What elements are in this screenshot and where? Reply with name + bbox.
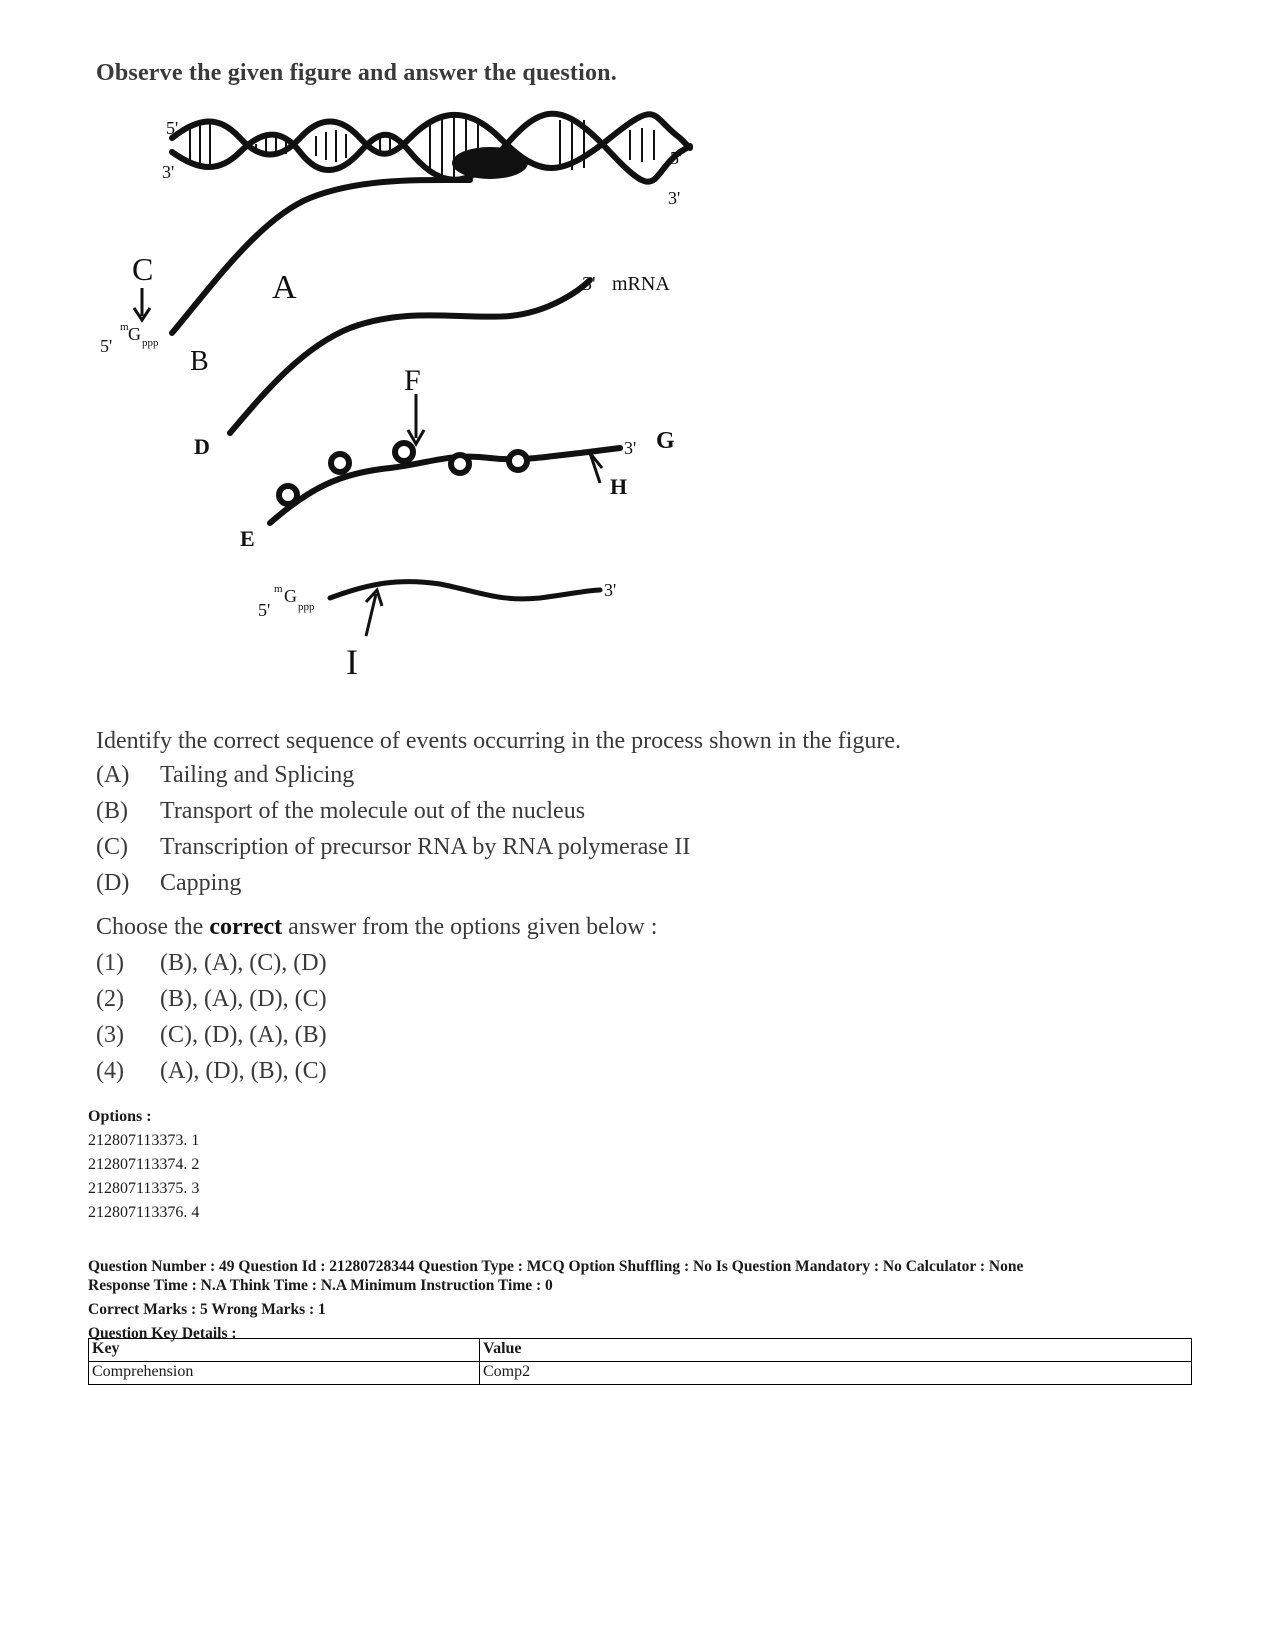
option-id-2: 212807113374. 2 — [88, 1156, 200, 1173]
spliced-mrna-strand — [270, 448, 620, 523]
label-m1: m — [120, 321, 129, 333]
row-value: Comp2 — [480, 1362, 1192, 1385]
marks-line: Correct Marks : 5 Wrong Marks : 1 — [88, 1301, 326, 1318]
label-H: H — [610, 474, 628, 499]
statement-text: Tailing and Splicing — [160, 762, 355, 788]
label-A: A — [272, 269, 297, 306]
key-details-heading: Question Key Details : — [88, 1325, 237, 1342]
row-key: Comprehension — [89, 1362, 480, 1385]
statement-label: (B) — [96, 798, 128, 824]
label-5prime-cap1: 5' — [100, 336, 113, 356]
nascent-rna-strand — [172, 180, 470, 333]
answer-option-2 — [96, 986, 327, 1013]
choose-bold: correct — [209, 914, 283, 940]
label-mrna: mRNA — [612, 273, 670, 295]
mrna-processing-figure — [90, 108, 810, 708]
label-G1: G — [128, 324, 141, 344]
label-3prime-top-left: 3' — [162, 162, 175, 182]
statement-label: (C) — [96, 834, 128, 860]
label-3prime-strand3: 3' — [624, 438, 637, 458]
header-key: Key — [89, 1339, 480, 1362]
statement-D — [96, 870, 241, 897]
label-5prime-cap2: 5' — [258, 600, 271, 620]
answer-text: (B), (A), (C), (D) — [160, 950, 327, 976]
answer-text: (C), (D), (A), (B) — [160, 1022, 327, 1048]
statement-text: Capping — [160, 870, 242, 896]
question-meta-line2: Response Time : N.A Think Time : N.A Minimum Instruction Time : 0 — [88, 1277, 553, 1294]
answer-option-3 — [96, 1022, 327, 1049]
label-m2: m — [274, 583, 283, 595]
statement-text: Transcription of precursor RNA by RNA polymerase II — [160, 834, 691, 860]
label-F: F — [404, 364, 421, 397]
intron-loops — [279, 443, 527, 504]
answer-text: (A), (D), (B), (C) — [160, 1058, 327, 1084]
choose-pre: Choose the — [96, 914, 210, 940]
answer-option-4 — [96, 1058, 327, 1085]
table-header-row — [89, 1339, 1192, 1362]
answer-label: (4) — [96, 1058, 124, 1084]
label-C: C — [132, 251, 154, 287]
answer-label: (3) — [96, 1022, 124, 1048]
rna-polymerase — [452, 147, 528, 179]
label-I: I — [346, 642, 358, 682]
options-heading: Options : — [88, 1108, 152, 1125]
question-meta-line1: Question Number : 49 Question Id : 21280728344 Question Type : MCQ Option Shuffling : No Is Question Mandatory : No Calculator : None — [88, 1258, 1024, 1275]
option-id-3: 212807113375. 3 — [88, 1180, 200, 1197]
choose-post: answer from the options given below : — [282, 914, 658, 940]
statement-label: (D) — [96, 870, 130, 896]
label-D: D — [194, 434, 210, 459]
option-id-4: 212807113376. 4 — [88, 1204, 200, 1221]
label-5prime-top-right: 5' — [670, 148, 683, 168]
label-5prime-top-left: 5' — [166, 118, 179, 138]
header-value: Value — [480, 1339, 1192, 1362]
answer-option-1 — [96, 950, 327, 977]
table-row — [89, 1362, 1192, 1385]
label-3prime-top-right: 3' — [668, 188, 681, 208]
label-B: B — [190, 346, 209, 377]
option-id-1: 212807113373. 1 — [88, 1132, 200, 1149]
label-ppp1: ppp — [142, 337, 159, 349]
answer-text: (B), (A), (D), (C) — [160, 986, 327, 1012]
statement-C — [96, 834, 690, 861]
label-G: G — [656, 428, 675, 454]
statement-B — [96, 798, 585, 825]
label-E: E — [240, 526, 255, 551]
statement-text: Transport of the molecule out of the nucleus — [160, 798, 586, 824]
label-3prime-mrna: 3' — [582, 273, 596, 295]
label-ppp2: ppp — [298, 601, 315, 613]
label-G2: G — [284, 586, 297, 606]
choose-instruction — [96, 914, 657, 941]
figure-instruction: Observe the given figure and answer the question. — [96, 60, 617, 86]
statement-A — [96, 762, 354, 789]
question-text: Identify the correct sequence of events occurring in the process shown in the figure. — [96, 728, 902, 754]
label-3prime-strand4: 3' — [604, 580, 617, 600]
answer-label: (1) — [96, 950, 124, 976]
answer-label: (2) — [96, 986, 124, 1012]
question-key-table — [88, 1338, 1192, 1385]
statement-label: (A) — [96, 762, 130, 788]
